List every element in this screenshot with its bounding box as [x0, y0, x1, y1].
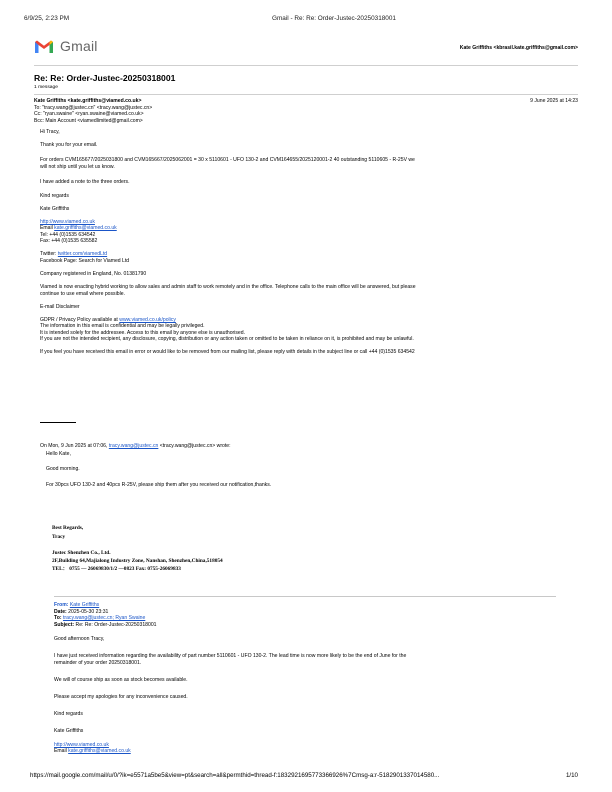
- fwd-info-line-2: remainder of your order 20250318001.: [54, 659, 142, 666]
- account-email: Kate Griffiths <kbrasil.kate.griffiths@gmail.com>: [459, 45, 578, 51]
- fwd-greeting: Good afternoon Tracy,: [54, 636, 105, 642]
- quoted-intro: [40, 443, 580, 449]
- quoted-name: Tracy: [52, 534, 66, 540]
- quoted-company: Justec Shenzhen Co., Ltd.: [52, 550, 111, 556]
- signature-separator: [40, 422, 76, 423]
- quoted-greeting: Hello Kate,: [46, 451, 71, 457]
- fwd-email-label: Email: [54, 748, 67, 755]
- disclaimer-3: If you are not the intended recipient, any disclosure, copying, distribution or any action taken or omitted to be taken in reliance on it, is prohibited and may be unlawful.: [40, 336, 414, 343]
- fwd-website-link[interactable]: http://www.viamed.co.uk: [54, 741, 109, 748]
- message-cc: Cc: "ryan.swaine" <ryan.swaine@viamed.co.uk>: [34, 111, 144, 118]
- quoted-morning: Good morning.: [46, 466, 80, 472]
- subject-divider: [34, 94, 578, 95]
- quoted-signature: [52, 525, 223, 574]
- fwd-subject-label: Subject:: [54, 621, 75, 628]
- fwd-ship-line: We will of course ship as soon as stock becomes available.: [54, 676, 188, 683]
- fwd-email-link[interactable]: kate.griffiths@viamed.co.uk: [68, 748, 131, 755]
- disclaimer-2: It is intended solely for the addressee. Access to this email by anyone else is unauthorised.: [40, 329, 245, 336]
- message-bcc: Bcc: Main Account <viamedlimited@gmail.com>: [34, 117, 143, 124]
- hybrid-line-2: continue to use email where possible.: [40, 290, 125, 297]
- orders-line-1: For orders CVM165677/2025031800 and CVM165667/2025062001 = 30 x 5110601 - UFO 130-2 and CVM164655/2025120001-2 40 outstanding 5110605 - R-25V we: [40, 157, 415, 163]
- print-title: Gmail - Re: Re: Order-Justec-20250318001: [272, 15, 396, 22]
- message-date: 9 June 2025 at 14:23: [530, 98, 578, 104]
- quoted-request: For 30pcs UFO 130-2 and 40pcs R-25V, please ship them after you received our notification,thanks.: [46, 482, 272, 488]
- orders-line-2: will not ship until you let us know.: [40, 163, 115, 170]
- message-meta: [34, 98, 152, 124]
- quoted-body: [46, 451, 576, 489]
- hybrid-line-1: Viamed is now enacting hybrid working to allow sales and admin staff to work remotely and in the office. Telephone calls to the main office will be answered, but please: [40, 283, 416, 290]
- signature-name: Kate Griffiths: [40, 205, 70, 212]
- fwd-apology-line: Please accept my apologies for any inconvenience caused.: [54, 693, 188, 700]
- facebook-line: Facebook Page: Search for Viamed Ltd: [40, 257, 130, 264]
- quoted-phone: TEL： 0755 — 26069830/1/2 —0823 Fax: 0755-26069833: [52, 566, 181, 572]
- fwd-date-label: Date:: [54, 608, 67, 615]
- forwarded-body: [54, 636, 564, 755]
- fwd-to-label: To:: [54, 615, 62, 622]
- thanks-line: Thank you for your email.: [40, 142, 98, 148]
- twitter-link[interactable]: twitter.com/viamedLtd: [57, 251, 108, 258]
- tel-line: Tel: +44 (0)1535 634542: [40, 231, 96, 238]
- quoted-address: 2F,Building 64,Majialong Industry Zone, Nanshan, Shenzhen,China,518054: [52, 558, 223, 564]
- twitter-label: Twitter:: [40, 251, 57, 258]
- quoted-intro-prefix: On Mon, 9 Jun 2025 at 07:06,: [40, 443, 108, 449]
- disclaimer-4: If you feel you have received this email in error or would like to be removed from our mailing list, please reply with details in the subject line or call +44 (0)1535 634542: [40, 349, 415, 356]
- greeting: Hi Tracy,: [40, 129, 60, 135]
- forwarded-divider: [54, 596, 556, 597]
- forwarded-header: [54, 602, 564, 628]
- print-footer-url: https://mail.google.com/mail/u/0/?ik=e5571a5be5&view=pt&search=all&permthid=thread-f:1832921695773366926%7Cmsg-a:r-5182901337014580...: [30, 772, 440, 779]
- fwd-date: 2025-05-30 23:31: [68, 608, 109, 615]
- message-to: To: "tracy.wang@justec.cn" <tracy.wang@justec.cn>: [34, 104, 153, 111]
- gmail-logo[interactable]: [34, 38, 98, 56]
- fwd-signature-name: Kate Griffiths: [54, 727, 84, 734]
- disclaimer-heading: E-mail Disclaimer: [40, 303, 80, 310]
- fwd-from-label: From:: [54, 602, 69, 608]
- fax-line: Fax: +44 (0)1535 635582: [40, 238, 98, 245]
- company-registration: Company registered in England, No. 01381790: [40, 270, 147, 277]
- quoted-intro-suffix: <tracy.wang@justec.cn> wrote:: [159, 443, 231, 449]
- email-label: Email: [40, 225, 53, 232]
- fwd-subject: Re: Re: Order-Justec-20250318001: [75, 621, 157, 628]
- header-divider: [34, 65, 578, 66]
- print-datetime: 6/9/25, 2:23 PM: [24, 15, 70, 22]
- fwd-info-line-1: I have just received information regarding the availability of part number 5110601 - UFO 130-2. The lead time is now more likely to be the end of June for the: [54, 653, 407, 659]
- fwd-to-link[interactable]: tracy.wang@justec.cn; Ryan Swaine: [62, 615, 146, 622]
- thread-subject: Re: Re: Order-Justec-20250318001: [34, 73, 176, 83]
- message-count: 1 message: [34, 85, 58, 90]
- email-link[interactable]: kate.griffiths@viamed.co.uk: [54, 225, 117, 232]
- website-link[interactable]: http://www.viamed.co.uk: [40, 218, 95, 225]
- print-page-number: 1/10: [565, 772, 578, 779]
- fwd-from-link[interactable]: Kate Griffiths: [69, 602, 100, 608]
- gdpr-label: GDPR / Privacy Policy available at: [40, 316, 118, 323]
- sign-off: Kind regards: [40, 192, 69, 199]
- gmail-wordmark: Gmail: [60, 38, 98, 54]
- message-body: [40, 129, 580, 356]
- note-line: I have added a note to the three orders.: [40, 178, 130, 185]
- gdpr-link[interactable]: www.viamed.co.uk/policy: [119, 316, 176, 323]
- gmail-envelope-icon: [34, 39, 54, 54]
- quoted-sender-link[interactable]: tracy.wang@justec.cn: [108, 443, 159, 449]
- fwd-sign-off: Kind regards: [54, 710, 83, 717]
- quoted-regards: Best Regards,: [52, 525, 84, 531]
- disclaimer-1: The information in this email is confidential and may be legally privileged.: [40, 323, 205, 330]
- message-from: Kate Griffiths <kate.griffiths@viamed.co.uk>: [34, 98, 142, 104]
